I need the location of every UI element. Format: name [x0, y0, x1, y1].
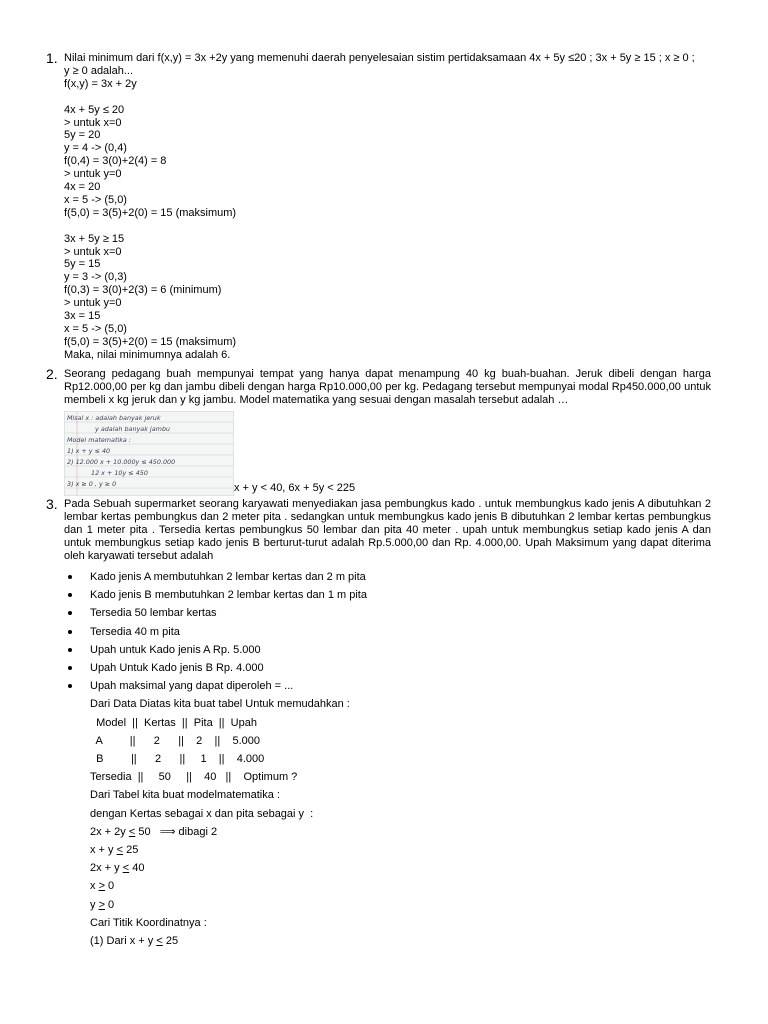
table-row: Tersedia || 50 || 40 || Optimum ?	[90, 771, 298, 784]
question-number: 3.	[46, 496, 58, 512]
solution-line: > untuk y=0	[64, 297, 122, 310]
solution-line: f(0,4) = 3(0)+2(4) = 8	[64, 155, 167, 168]
bullet-icon	[68, 611, 72, 615]
solution-line: y = 4 -> (0,4)	[64, 142, 127, 155]
equation: y > 0	[90, 898, 115, 911]
solution-line: 5y = 20	[64, 129, 101, 142]
question-text-cont: y ≥ 0 adalah...	[64, 64, 134, 77]
table-intro: Dari Data Diatas kita buat tabel Untuk memudahkan :	[90, 698, 350, 711]
equation: x > 0	[90, 880, 115, 893]
conclusion: Maka, nilai minimumnya adalah 6.	[64, 348, 231, 361]
solution-line: x = 5 -> (5,0)	[64, 323, 127, 335]
bullet-icon	[68, 593, 72, 597]
handwriting-line: Misal x : adalah banyak jeruk	[67, 413, 161, 422]
question-1	[46, 50, 711, 362]
equation: 2x + y < 40	[90, 862, 145, 875]
solution-line: y = 3 -> (0,3)	[64, 271, 127, 284]
solution-line: f(5,0) = 3(5)+2(0) = 15 (maksimum)	[64, 206, 237, 219]
handwriting-line: Model matematika :	[67, 435, 132, 444]
bullet-icon	[68, 684, 72, 688]
model-note: dengan Kertas sebagai x dan pita sebagai y :	[90, 807, 314, 820]
solution-line: f(5,0) = 3(5)+2(0) = 15 (maksimum)	[64, 335, 237, 348]
equation: x + y < 25	[90, 844, 139, 857]
table-row: B || 2 || 1 || 4.000	[90, 753, 265, 766]
handwriting-line: 2) 12.000 x + 10.000y ≤ 450.000	[67, 457, 176, 466]
bullet-icon	[68, 575, 72, 579]
bullet-icon	[68, 630, 72, 634]
step-heading: Cari Titik Koordinatnya :	[90, 916, 207, 929]
list-item: Kado jenis B membutuhkan 2 lembar kertas dan 1 m pita	[90, 586, 730, 604]
list-item: Tersedia 50 lembar kertas	[90, 604, 730, 622]
solution-line: 5y = 15	[64, 258, 101, 271]
bullet-icon	[68, 666, 72, 670]
question-text: Seorang pedagang buah mempunyai tempat yang hanya dapat menampung 40 kg buah-buahan. Jeruk dibeli dengan harga Rp12.000,00 per kg dan jambu dibeli dengan harga Rp10.000,00 per kg. Pedagang tersebut mempunyai modal Rp450.000,00 untuk membeli x kg jeruk dan y kg jambu. Model matematika yang sesuai dengan masalah tersebut adalah …	[64, 368, 711, 406]
handwriting-line: y adalah banyak jambu	[95, 424, 170, 433]
handwriting-line: 3) x ≥ 0 , y ≥ 0	[67, 479, 117, 488]
equation: 2x + 2y < 50 ⟹ dibagi 2	[90, 825, 218, 838]
table-row: Model || Kertas || Pita || Upah	[90, 716, 257, 729]
solution-line: > untuk x=0	[64, 116, 122, 129]
solution-line: 3x + 5y ≥ 15	[64, 232, 125, 245]
table-row: A || 2 || 2 || 5.000	[90, 734, 260, 747]
list-item: Upah Untuk Kado jenis B Rp. 4.000	[90, 659, 730, 677]
question-number: 2.	[46, 366, 58, 382]
solution-list	[90, 568, 730, 950]
list-item: Upah untuk Kado jenis A Rp. 5.000	[90, 641, 730, 659]
question-text: Pada Sebuah supermarket seorang karyawati menyediakan jasa pembungkus kado . untuk membungkus kado jenis A dibutuhkan 2 lembar kertas pembungkus dan 2 meter pita . sedangkan untuk membungkus kado jenis B dibutuhkan 2 lembar kertas pembungkus dan 1 meter pita . Tersedia kertas pembungkus 50 lembar dan pita 40 meter . upah untuk membungkus setiap kado jenis A dan untuk membungkus setiap kado jenis B berturut-turut adalah Rp.5.000,00 dan Rp. 4.000,00. Upah Maksimum yang dapat diterima oleh karyawati tersebut adalah	[64, 498, 711, 562]
solution-line: f(0,3) = 3(0)+2(3) = 6 (minimum)	[64, 284, 222, 297]
handwriting-line: 12 x + 10y ≤ 450	[91, 468, 148, 477]
solution-line: > untuk y=0	[64, 168, 122, 181]
objective-function: f(x,y) = 3x + 2y	[64, 77, 137, 90]
question-text: Nilai minimum dari f(x,y) = 3x +2y yang memenuhi daerah penyelesaian sistim pertidaksamaan 4x + 5y ≤20 ; 3x + 5y ≥ 15 ; x ≥ 0 ;	[64, 52, 695, 64]
list-item: Tersedia 40 m pita	[90, 623, 730, 641]
step-line: (1) Dari x + y < 25	[90, 935, 179, 948]
list-item: Kado jenis A membutuhkan 2 lembar kertas dan 2 m pita	[90, 568, 730, 586]
solution-line: x = 5 -> (5,0)	[64, 193, 127, 206]
question-2	[46, 366, 711, 496]
question-3	[46, 496, 711, 563]
answer-text: x + y < 40, 6x + 5y < 225	[234, 481, 356, 494]
list-item: Upah maksimal yang dapat diperoleh = ...	[90, 677, 730, 695]
handwriting-line: 1) x + y ≤ 40	[67, 446, 111, 455]
solution-line: 4x = 20	[64, 181, 101, 194]
model-intro: Dari Tabel kita buat modelmatematika :	[90, 789, 280, 802]
question-number: 1.	[46, 50, 58, 66]
solution-line: 3x = 15	[64, 310, 101, 323]
handwritten-solution-image	[64, 411, 234, 496]
bullet-icon	[68, 648, 72, 652]
solution-line: > untuk x=0	[64, 245, 122, 258]
solution-line: 4x + 5y ≤ 20	[64, 103, 125, 116]
